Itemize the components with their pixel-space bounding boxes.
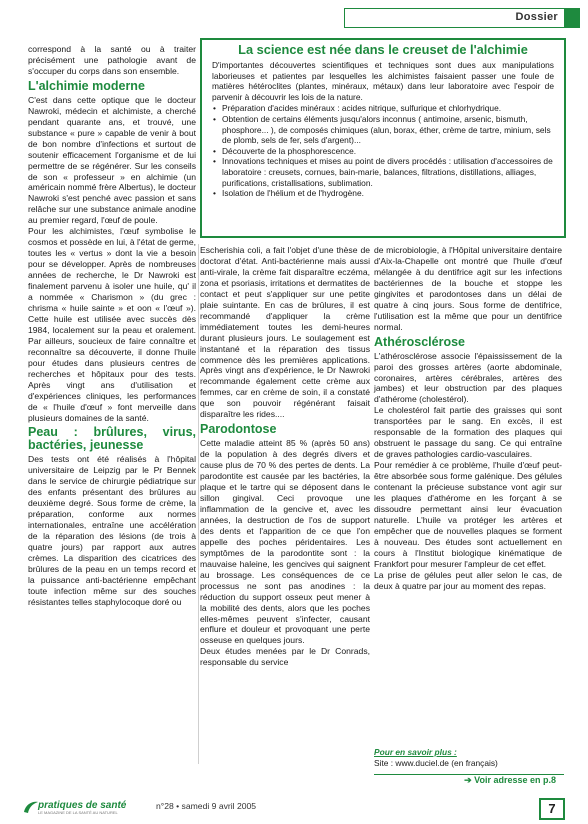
column-divider (198, 244, 199, 764)
paragraph: Des tests ont été réalisés à l'hôpital universitaire de Leipzig par le Pr Bennek dans le service de chirurgie pédiatrique sur des enfants présentant des brûlures au deuxième degré. Sous forme de crème, la préparation, conforme aux normes internationales, entraîne une accélération de la réparation des lésions (de trois à quatre jours) par rapport aux autres crèmes. La disparition des cicatrices des brûlures de la peau en un temps record et la puissance anti-bactérienne empêchant toute infection même sur des souches résistantes telles staphylocoque doré ou (28, 454, 196, 607)
heading-alchimie-moderne: L'alchimie moderne (28, 78, 145, 93)
paragraph: Cette maladie atteint 85 % (après 50 ans) de la population à des degrés divers et cause plus de 70 % des pertes de dents. La parodontite est causée par les bactéries, la plaque et le tartre qui se déposent dans le sillon gingival. Ceci provoque une inflammation de la gencive et, avec les années, la destruction de l'os de support des dents et l'apparition de ce que l'on appelle des poches péridentaires. Les symptômes de la parodontite sont : la mauvaise haleine, les gencives qui saignent au brossage. Les conséquences de ce processus ne sont pas anodines : la réduction du support osseux peut mener à la mobilité des dents, alors que les poches elles-mêmes peuvent s'infecter, causant enflure et douleur et provoquant une perte osseuse en quelques jours. (200, 438, 370, 646)
paragraph: de microbiologie, à l'Hôpital universitaire dentaire d'Aix-la-Chapelle ont montré que l'huile d'œuf mélangée à du dentifrice agit sur les infections bactériennes de la bouche et stoppe les gingivites et parodontoses dans un délai de quatre à cinq jours. Sous forme de dentifrice, l'utilisation est la même que pour un dentifrice normal. (374, 245, 562, 332)
more-info-site: Site : www.duciel.de (en français) (374, 757, 498, 768)
section-label: Dossier (515, 11, 558, 23)
column-2 (200, 245, 370, 668)
paragraph: La prise de gélules peut aller selon le cas, de deux à quatre par jour au moment des repas. (374, 569, 562, 591)
section-tab (564, 8, 580, 28)
page-number: 7 (539, 798, 565, 820)
section-header (344, 8, 580, 28)
paragraph: C'est dans cette optique que le docteur Nawroki, médecin et alchimiste, a cherché pendant quarante ans, et trouvé, une substance « pure » capable de venir à bout de bon nombre d'infections et surtout de soutenir efficacement l'organisme et de lui permettre de se régénérer. Sur les conseils de son « professeur » en alchimie (un américain nommé frère Albertus), le docteur Nawroki s'est penché avec passion et sans relâche sur une substance animale anodine au premier regard, l'œuf de poule. (28, 94, 196, 226)
sidebar-box (200, 38, 566, 238)
more-info (374, 747, 564, 785)
box-list-item: • Préparation d'acides minéraux : acides nitrique, sulfurique et chlorhydrique. (212, 103, 554, 114)
column-3 (374, 245, 562, 592)
issue-info: n°28 • samedi 9 avril 2005 (156, 801, 257, 811)
paragraph: Pour remédier à ce problème, l'huile d'œuf peut-être absorbée sous forme galénique. Des gélules contenant la précieuse substance vont agir sur les plaques d'athérome en les forçant à se dissoudre permettant ainsi leur évacuation naturelle. L'huile va protéger les artères et empêcher que de nouvelles plaques se forment à nouveau. Des études sont actuellement en cours à l'Institut biologique kinématique de Frankfort pour mesurer l'ampleur de cet effet. (374, 460, 562, 569)
more-info-divider (374, 774, 564, 775)
brand-name: pratiques de santé (38, 800, 127, 811)
box-intro: D'importantes découvertes scientifiques et techniques sont dues aux manipulations laborieuses et patientes par lesquelles les alchimistes faisaient passer une foule de matières hétéroclites (plantes, minéraux, métaux) dans leur laboratoire avec l'espoir de parvenir à découvrir les lois de la nature. (212, 60, 554, 102)
paragraph: correspond à la santé ou à traiter précisément une pathologie avant de s'occuper du corps dans son ensemble. (28, 44, 196, 76)
box-list-item: • Innovations techniques et mises au point de divers procédés : utilisation d'accessoires de laboratoire : creusets, cornues, bain-marie, balances, filtrations, distillations, alliages, purifications, cristallisations, sublimation. (212, 156, 554, 188)
box-list-item: • Isolation de l'hélium et de l'hydrogène. (212, 188, 554, 199)
paragraph: L'athérosclérose associe l'épaississement de la paroi des grosses artères (aorte abdominale, coronaires, artères cérébrales, artères des jambes) et leur obstruction par des plaques d'athérome (cholestérol). (374, 350, 562, 405)
paragraph: Escherishia coli, a fait l'objet d'une thèse de doctorat d'état. Anti-bactérienne mais aussi anti-virale, la crème fait disparaître eczéma, zona et psoriasis, irritations et dermatites de contact et peut s'appliquer sur une petite plaie suintante. En cas de brûlures, il est recommandé d'appliquer la crème immédiatement toutes les demi-heures durant plusieurs jours. Le soulagement est instantané et la réparation des tissus commence dès les premières applications. Après vingt ans d'expérience, le Dr Nawroki recommande également cette crème aux femmes, car en crème de soin, il a constaté que son pouvoir régénérant faisait disparaître les rides.... (200, 245, 370, 420)
heading-atherosclerose: Athérosclérose (374, 334, 466, 349)
box-list (212, 103, 554, 198)
column-1 (28, 44, 196, 608)
paragraph: Pour les alchimistes, l'œuf symbolise le cosmos et possède en lui, à l'état de germe, toutes les « vertus » dont la vie a besoin pour se développer. Après de nombreuses années de recherche, le Dr Nawroki est finalement parvenu à isoler une huile, qu' il a nommée « Charismon » (du grec : chrisma « huile sainte » et oon « l'œuf »). Cette huile est utilisée avec succès dès 1984, localement sur la peau et oralement. Par ailleurs, soucieux de faire connaître et reconnaître sa découverte, il donne l'huile pour études dans plusieurs centres de recherches et hôpitaux pour des tests. Après vingt ans d'utilisation et d'expériences cliniques, les performances de « l'huile d'œuf » font merveille dans plusieurs domaines de la santé. (28, 226, 196, 423)
paragraph: Le cholestérol fait partie des graisses qui sont transportées par le sang. En excès, il est responsable de la formation des plaques qui obstruent le passage du sang. Ce qui entraîne de graves pathologies cardio-vasculaires. (374, 405, 562, 460)
more-info-title: Pour en savoir plus : (374, 747, 457, 757)
paragraph: Deux études menées par le Dr Conrads, responsable du service (200, 646, 370, 668)
brand-tagline: LE MAGAZINE DE LA SANTÉ AU NATUREL (38, 810, 118, 815)
box-title: La science est née dans le creuset de l'alchimie (238, 42, 528, 57)
heading-parodontose: Parodontose (200, 422, 277, 437)
box-list-item: • Obtention de certains éléments jusqu'alors inconnus ( antimoine, arsenic, bismuth, phosphore... ), de composés chimiques (alun, borax, éther, crème de tartre, minium, sels de plomb, sels de fer, sels d'argent)... (212, 114, 554, 146)
heading-peau: Peau : brûlures, virus, bactéries, jeunesse (28, 425, 196, 453)
box-list-item: • Découverte de la phosphorescence. (212, 146, 554, 157)
more-info-reference: ➔ Voir adresse en p.8 (464, 775, 556, 785)
